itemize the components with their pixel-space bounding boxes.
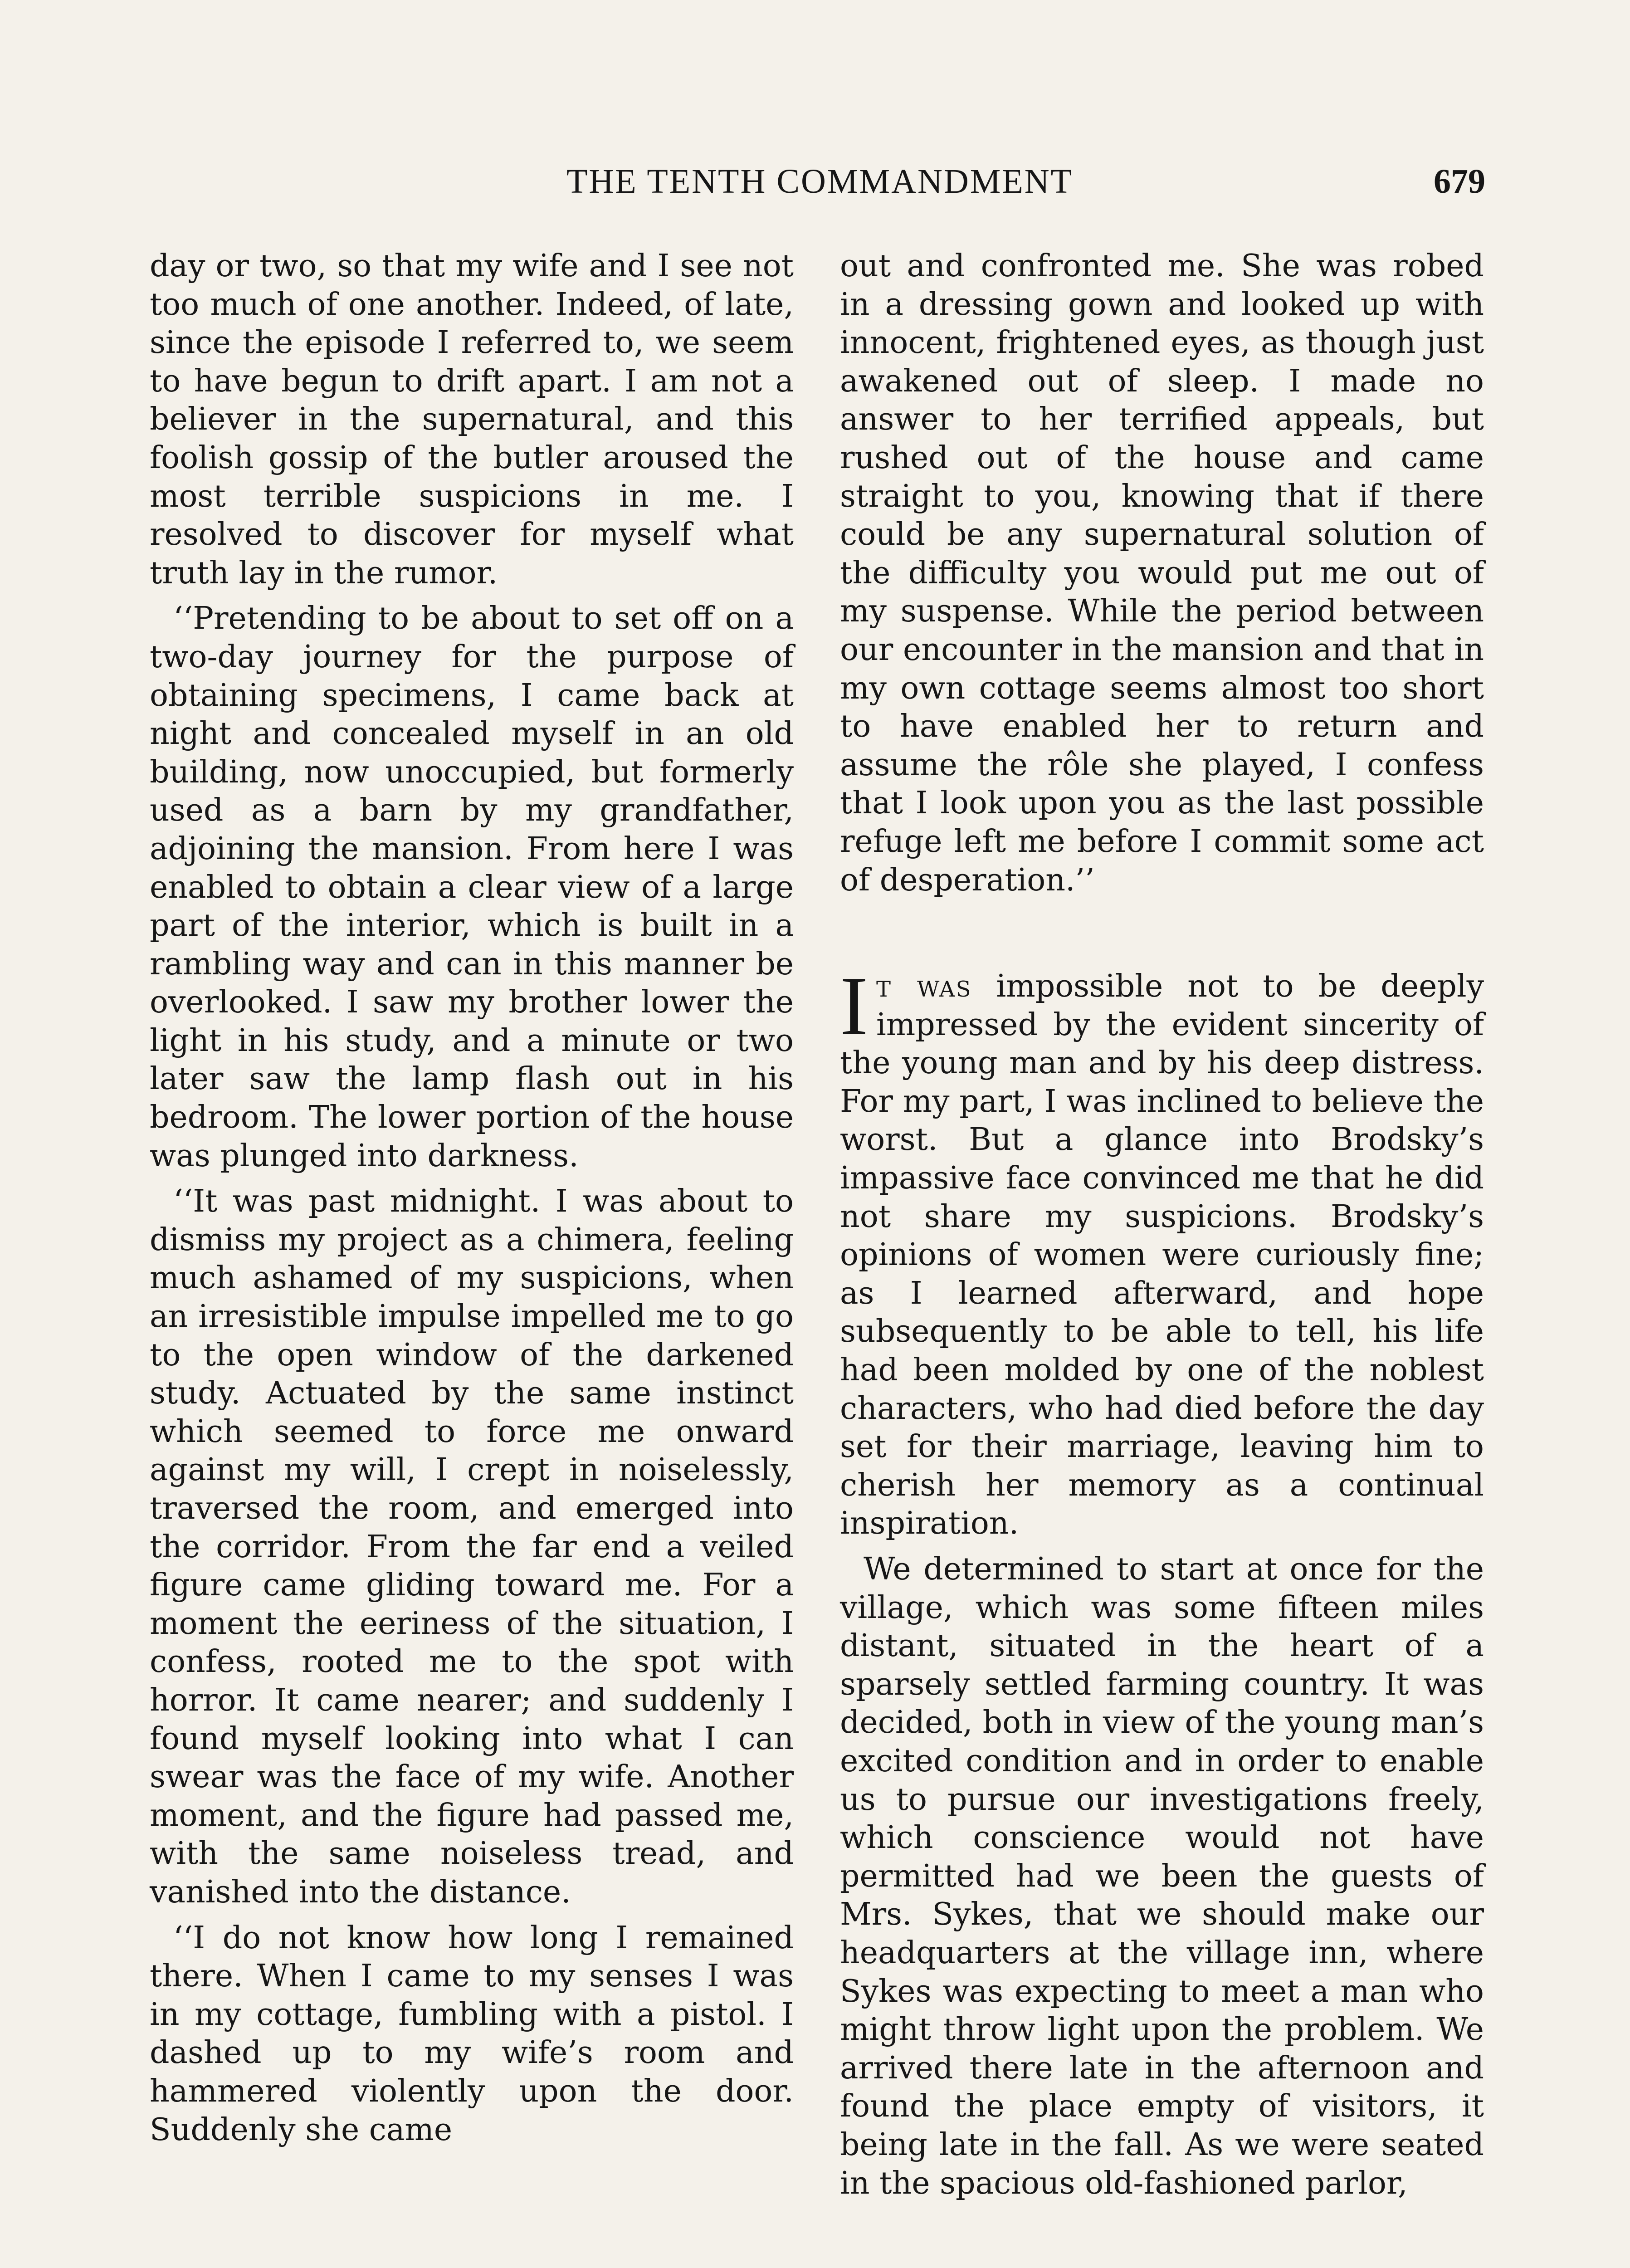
paragraph: ‘‘Pretending to be about to set off on a two-day journey for the purpose of obtaining specimens, I came back at night and concealed myself in an old building, now unoccupied, but formerly used as a barn by my grandfather, adjoining the mansion. From here I was enabled to obtain a clear view of a large part of the interior, which is built in a rambling way and can in this manner be overlooked. I saw my brother lower the light in his study, and a minute or two later saw the lamp flash out in his bedroom. The lower portion of the house was plunged into darkness. [150,601,794,1174]
paragraph: ‘‘I do not know how long I remained there. When I came to my senses I was in my cottage, fumbling with a pistol. I dashed up to my wife’s room and hammered violently upon the door. Suddenly she came [150,1920,794,2148]
paragraph: We determined to start at once for the village, which was some fifteen miles distant, situated in the heart of a sparsely settled farming country. It was decided, both in view of the young man’s excited condition and in order to enable us to pursue our investigations freely, which conscience would not have permitted had we been the guests of Mrs. Sykes, that we should make our headquarters at the village inn, where Sykes was expecting to meet a man who might throw light upon the problem. We arrived there late in the afternoon and found the place empty of visitors, it being late in the fall. As we were seated in the spacious old-fashioned parlor, [840,1551,1484,2201]
small-caps-lead: t was [876,968,972,1005]
page-number: 679 [1434,162,1485,200]
drop-cap: I [840,959,868,1053]
right-column [840,247,1484,2203]
paragraph: ‘‘It was past midnight. I was about to dismiss my project as a chimera, feeling much ashamed of my suspicions, when an irresistible impulse impelled me to go to the open window of the darkened study. Actuated by the same instinct which seemed to force me onward against my will, I crept in noiselessly, traversed the room, and emerged into the corridor. From the far end a veiled figure came gliding toward me. For a moment the eeriness of the situation, I confess, rooted me to the spot with horror. It came nearer; and suddenly I found myself looking into what I can swear was the face of my wife. Another moment, and the figure had passed me, with the same noiseless tread, and vanished into the distance. [150,1183,794,1910]
running-title: THE TENTH COMMANDMENT [566,162,1074,200]
page-header [154,154,1485,209]
paragraph-text: impossible not to be deeply impressed by the evident sincerity of the young man and by his deep distress. For my part, I was inclined to believe the worst. But a glance into Brodsky’s impassive face convinced me that he did not share my suspicions. Brodsky’s opinions of women were curiously fine; as I learned afterward, and hope subsequently to be able to tell, his life had been molded by one of the noblest characters, who had died before the day set for their marriage, leaving him to cherish her memory as a continual inspiration. [840,968,1484,1542]
section-start-paragraph [840,959,1484,1543]
paragraph: day or two, so that my wife and I see not too much of one another. Indeed, of late, since the episode I referred to, we seem to have begun to drift apart. I am not a believer in the supernatural, and this foolish gossip of the butler aroused the most terrible suspicions in me. I resolved to discover for myself what truth lay in the rumor. [150,248,794,591]
paragraph: out and confronted me. She was robed in a dressing gown and looked up with innocent, frightened eyes, as though just awakened out of sleep. I made no answer to her terrified appeals, but rushed out of the house and came straight to you, knowing that if there could be any supernatural solution of the difficulty you would put me out of my suspense. While the period between our encounter in the mansion and that in my own cottage seems almost too short to have enabled her to return and assume the rôle she played, I confess that I look upon you as the last possible refuge left me before I commit some act of desperation.’’ [840,248,1484,898]
left-column [150,247,794,2149]
